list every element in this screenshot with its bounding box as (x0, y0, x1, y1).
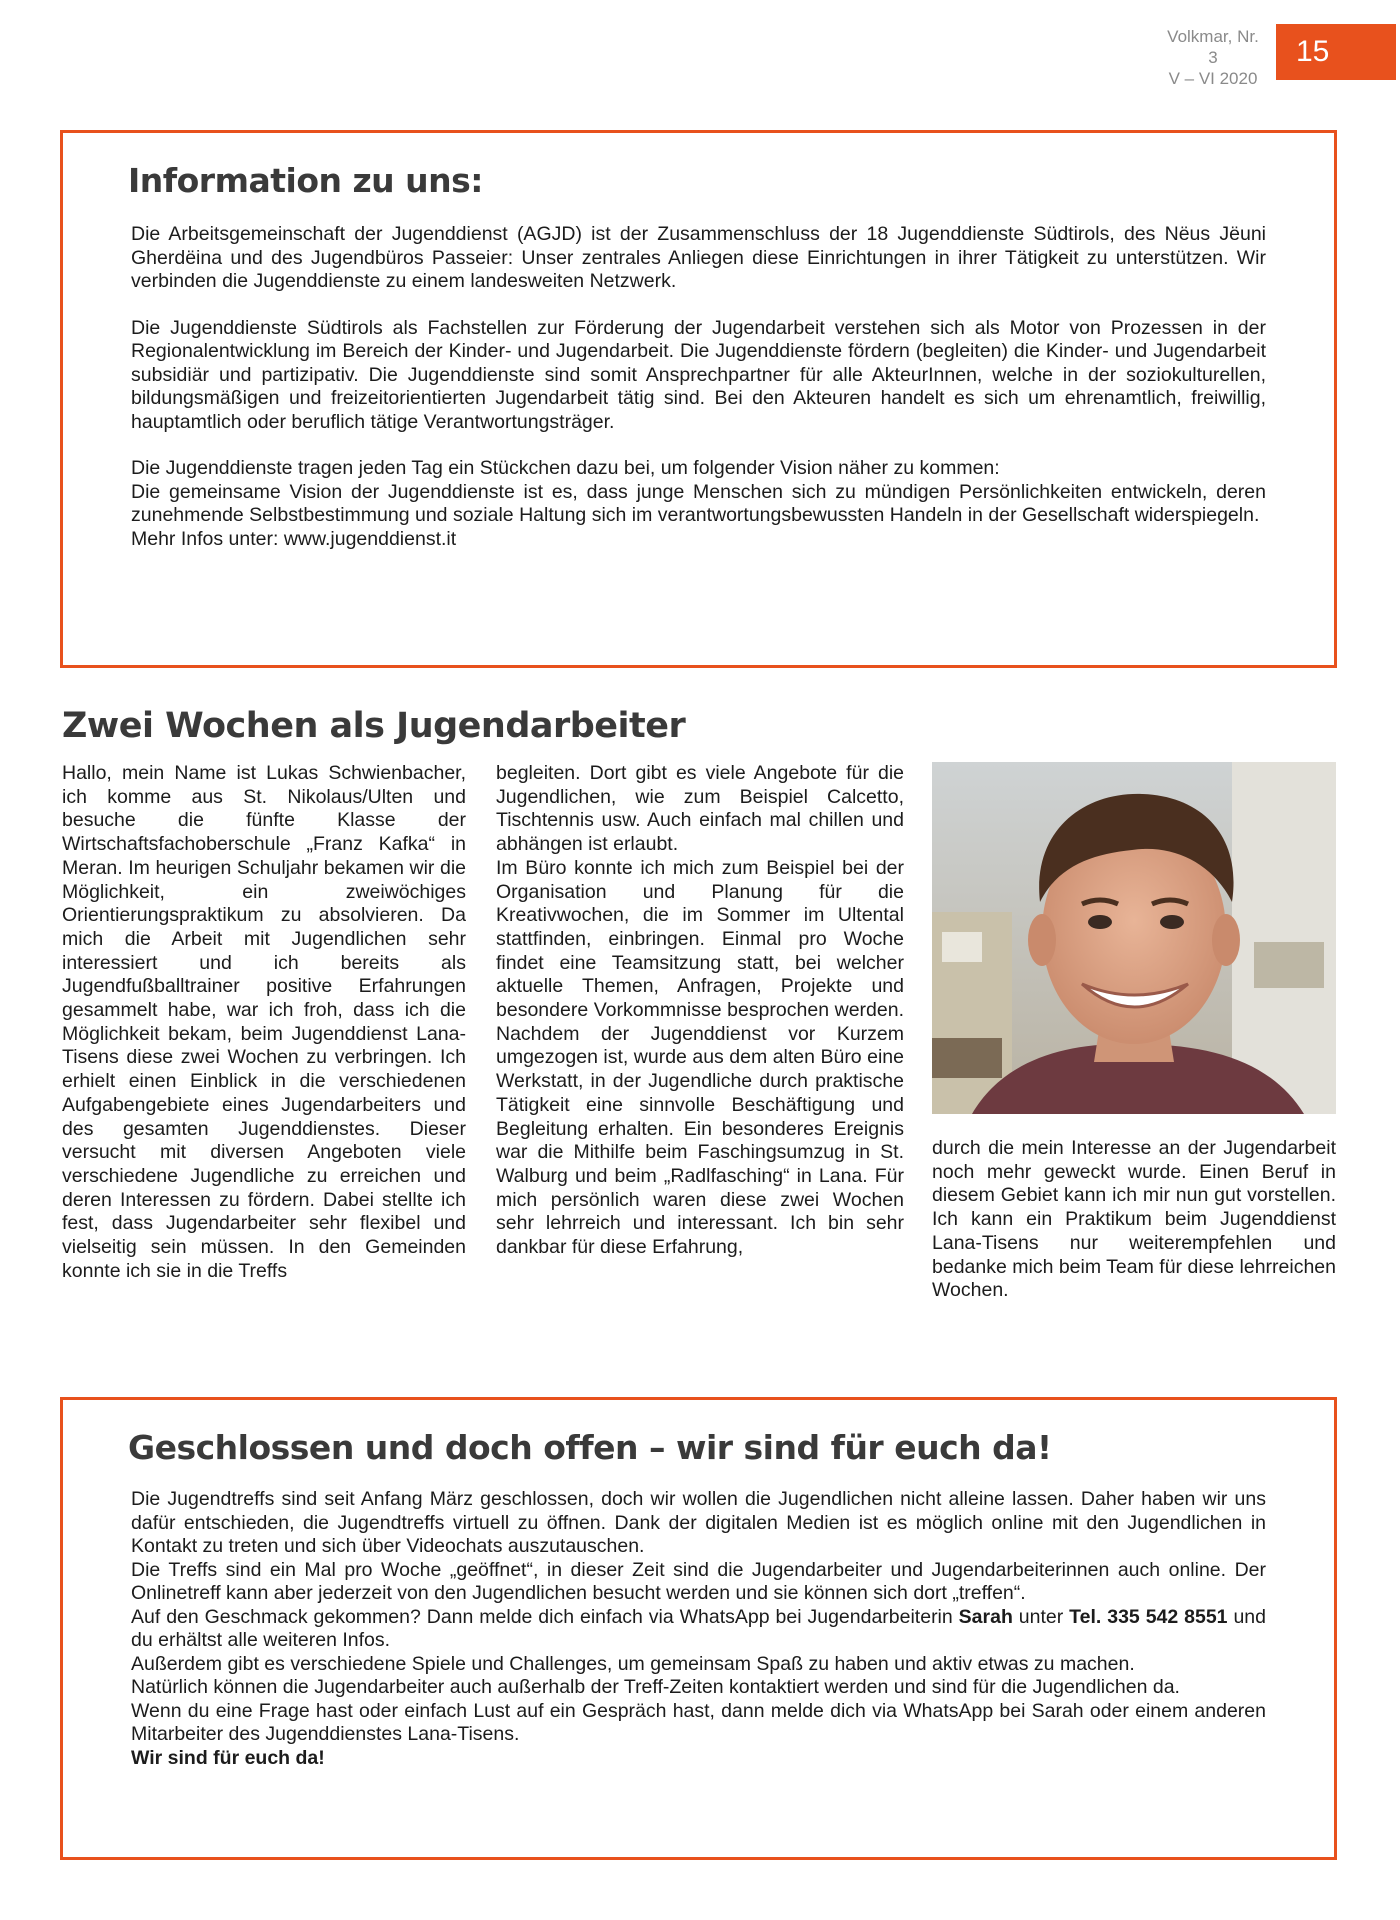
info-body (131, 223, 1266, 551)
closed-paragraph-3 (131, 1606, 1266, 1653)
issue-line-1: Volkmar, Nr. 3 (1167, 27, 1259, 67)
info-paragraph-4: Die gemeinsame Vision der Jugenddienste ist es, dass junge Menschen sich zu mündigen Persönlichkeiten entwickeln, deren zunehmende Selbstbestimmung und soziale Haltung sich im verantwortungsbewussten Handeln in der Gesellschaft widerspiegeln. (131, 480, 1266, 526)
article-column-3 (932, 1137, 1336, 1303)
closed-title: Geschlossen und doch offen – wir sind für euch da! (128, 1428, 1052, 1467)
article-column-3-text: durch die mein Interesse an der Jugendarbeit noch mehr geweckt wurde. Einen Beruf in diesem Gebiet kann ich mir nun gut vorstellen. Ich kann ein Praktikum beim Jugenddienst Lana-Tisens nur weiterempfehlen und bedanke mich beim Team für diese lehrreichen Wochen. (932, 1137, 1336, 1302)
closed-paragraph-1: Die Jugendtreffs sind seit Anfang März geschlossen, doch wir wollen die Jugendlichen nicht alleine lassen. Daher haben wir uns dafür entschieden, die Jugendtreffs virtuell zu öffnen. Dank der digitalen Medien ist es möglich online mit den Jugendlichen in Kontakt zu treten und sich über Videochats auszutauschen. (131, 1488, 1266, 1557)
closed-p3-pre: Auf den Geschmack gekommen? Dann melde dich einfach via WhatsApp bei Jugendarbeiterin (131, 1605, 959, 1628)
info-title: Information zu uns: (128, 161, 483, 200)
info-paragraph-1: Die Arbeitsgemeinschaft der Jugenddienst (AGJD) ist der Zusammenschluss der 18 Jugenddienste Südtirols, des Nëus Jëuni Gherdëina und des Jugendbüros Passeier: Unser zentrales Anliegen diese Einrichtungen in ihrer Tätigkeit zu unterstützen. Wir verbinden die Jugenddienste zu einem landesweiten Netzwerk. (131, 223, 1266, 292)
issue-info (1163, 26, 1263, 89)
contact-name: Sarah (958, 1605, 1013, 1628)
closed-body (131, 1488, 1266, 1770)
info-paragraph-2: Die Jugenddienste Südtirols als Fachstellen zur Förderung der Jugendarbeit verstehen sich als Motor von Prozessen in der Regionalentwicklung im Bereich der Kinder- und Jugendarbeit. Die Jugenddienste fördern (begleiten) die Kinder- und Jugendarbeit subsidiär und partizipativ. Die Jugenddienste sind somit Ansprechpartner für alle AkteurInnen, welche in der soziokulturellen, bildungsmäßigen und freizeitorientierten Jugendarbeit tätig sind. Bei den Akteuren handelt es sich um ehrenamtlich, freiwillig, hauptamtlich oder beruflich tätige Verantwortungsträger. (131, 316, 1266, 433)
closed-box (60, 1397, 1337, 1860)
info-paragraph-3: Die Jugenddienste tragen jeden Tag ein Stückchen dazu bei, um folgender Vision näher zu kommen: (131, 457, 1000, 479)
article-column-1 (62, 762, 466, 1283)
article-column-2-paragraph-1: begleiten. Dort gibt es viele Angebote für die Jugendlichen, wie zum Beispiel Calcetto, Tischtennis usw. Auch einfach mal chillen und abhängen ist erlaubt. (496, 762, 904, 856)
closed-paragraph-6: Wenn du eine Frage hast oder einfach Lust auf ein Gespräch hast, dann melde dich via WhatsApp bei Sarah oder einem anderen Mitarbeiter des Jugenddienstes Lana-Tisens. (131, 1699, 1266, 1745)
closed-closing-text: Wir sind für euch da! (131, 1746, 325, 1769)
info-link-text: Mehr Infos unter: www.jugenddienst.it (131, 527, 457, 550)
contact-phone: Tel. 335 542 8551 (1069, 1605, 1228, 1628)
author-photo (932, 762, 1336, 1114)
portrait-image (932, 762, 1336, 1114)
article-column-2 (496, 762, 904, 1260)
article-column-2-paragraph-2: Im Büro konnte ich mich zum Beispiel bei der Organisation und Planung für die Kreativwochen, die im Sommer im Ultental stattfinden, einbringen. Einmal pro Woche findet eine Teamsitzung statt, bei welcher aktuelle Themen, Anfragen, Projekte und besondere Vorkommnisse besprochen werden. Nachdem der Jugenddienst vor Kurzem umgezogen ist, wurde aus dem alten Büro eine Werkstatt, in der Jugendliche durch praktische Tätigkeit eine sinnvolle Beschäftigung und Begleitung erhalten. Ein besonderes Ereignis war die Mithilfe beim Faschingsumzug in St. Walburg und beim „Radlfasching“ in Lana. Für mich persönlich waren diese zwei Wochen sehr lehrreich und interessant. Ich bin sehr dankbar für diese Erfahrung, (496, 856, 904, 1259)
page-number: 15 (1276, 24, 1396, 80)
closed-p3-post: und du erhältst alle weiteren Infos. (131, 1605, 1266, 1651)
closed-paragraph-5: Natürlich können die Jugendarbeiter auch außerhalb der Treff-Zeiten kontaktiert werden und sind für die Jugendlichen da. (131, 1676, 1180, 1698)
article-title: Zwei Wochen als Jugendarbeiter (62, 706, 686, 746)
closed-p3-mid: unter (1012, 1605, 1070, 1628)
closed-paragraph-4: Außerdem gibt es verschiedene Spiele und Challenges, um gemeinsam Spaß zu haben und aktiv etwas zu machen. (131, 1652, 1135, 1675)
article-column-1-text: Hallo, mein Name ist Lukas Schwienbacher, ich komme aus St. Nikolaus/Ulten und besuche die fünfte Klasse der Wirtschaftsfachoberschule „Franz Kafka“ in Meran. Im heurigen Schuljahr bekamen wir die Möglichkeit, ein zweiwöchiges Orientierungspraktikum zu absolvieren. Da mich die Arbeit mit Jugendlichen sehr interessiert und ich bereits als Jugendfußballtrainer positive Erfahrungen gesammelt habe, war ich froh, dass ich die Möglichkeit bekam, beim Jugenddienst Lana-Tisens diese zwei Wochen zu verbringen. Ich erhielt einen Einblick in die verschiedenen Aufgabengebiete eines Jugendarbeiters und des gesamten Jugenddienstes. Dieser versucht mit diversen Angeboten viele verschiedene Jugendliche zu erreichen und deren Interessen zu fördern. Dabei stellte ich fest, dass Jugendarbeiter sehr flexibel und vielseitig sein müssen. In den Gemeinden konnte ich sie in die Treffs (62, 762, 466, 1282)
closed-closing-line (131, 1747, 1266, 1771)
info-box (60, 130, 1337, 668)
issue-line-2: V – VI 2020 (1168, 69, 1258, 88)
closed-paragraph-2: Die Treffs sind ein Mal pro Woche „geöffnet“, in dieser Zeit sind die Jugendarbeiter und Jugendarbeiterinnen auch online. Der Onlinetreff kann aber jederzeit von den Jugendlichen besucht werden und sie können sich dort „treffen“. (131, 1558, 1266, 1604)
